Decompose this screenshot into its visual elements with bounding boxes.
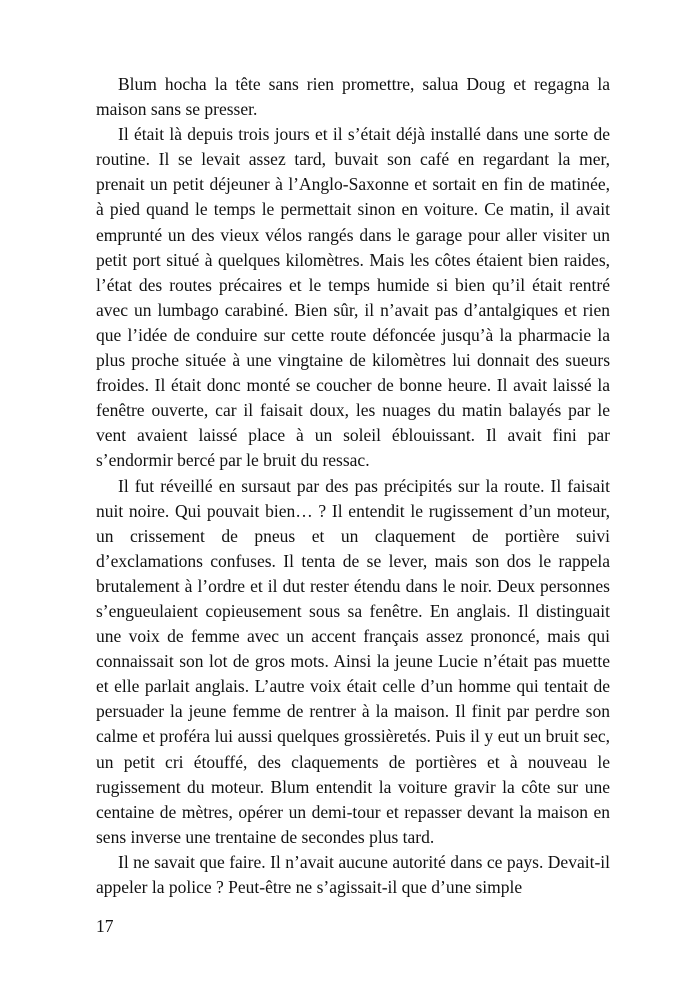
paragraph: Il fut réveillé en sursaut par des pas précipités sur la route. Il faisait nuit noire. Qui pouvait bien… ? Il entendit le rugissement d’un moteur, un crissement de pneus et un claquement de portière suivi d’exclamations confuses. Il tenta de se lever, mais son dos le rappela brutalement à l’ordre et il dut rester étendu dans le noir. Deux personnes s’engueulaient copieusement sous sa fenêtre. En anglais. Il distinguait une voix de femme avec un accent français assez prononcé, mais qui connaissait son lot de gros mots. Ainsi la jeune Lucie n’était pas muette et elle parlait anglais. L’autre voix était celle d’un homme qui tentait de persuader la jeune femme de rentrer à la maison. Il finit par perdre son calme et proféra lui aussi quelques grossièretés. Puis il y eut un bruit sec, un petit cri étouffé, des claquements de portières et à nouveau le rugissement du moteur. Blum entendit la voiture gravir la côte sur une centaine de mètres, opérer un demi-tour et repasser devant la maison en sens inverse une trentaine de secondes plus tard. xyxy=(96,475,610,847)
paragraph: Blum hocha la tête sans rien promettre, salua Doug et regagna la maison sans se presser. xyxy=(96,74,610,120)
paragraph: Il était là depuis trois jours et il s’était déjà installé dans une sorte de routine. Il se levait assez tard, buvait son café en regardant la mer, prenait un petit déjeuner à l’Anglo-Saxonne et sortait en fin de matinée, à pied quand le temps le permettait sinon en voiture. Ce matin, il avait emprunté un des vieux vélos rangés dans le garage pour aller visiter un petit port situé à quelques kilomètres. Mais les côtes étaient bien raides, l’état des routes précaires et le temps humide si bien qu’il était rentré avec un lumbago carabiné. Bien sûr, il n’avait pas d’antalgiques et rien que l’idée de conduire sur cette route défoncée jusqu’à la pharmacie la plus proche située à une vingtaine de kilomètres lui donnait des sueurs froides. Il était donc monté se coucher de bonne heure. Il avait laissé la fenêtre ouverte, car il faisait doux, les nuages du matin balayés par le vent avaient laissé place à un soleil éblouissant. Il avait fini par s’endormir bercé par le bruit du ressac. xyxy=(96,124,610,471)
page-number: 17 xyxy=(96,916,114,936)
page-body xyxy=(96,72,610,900)
paragraph: Il ne savait que faire. Il n’avait aucune autorité dans ce pays. Devait-il appeler la police ? Peut-être ne s’agissait-il que d’une simple xyxy=(96,851,610,897)
